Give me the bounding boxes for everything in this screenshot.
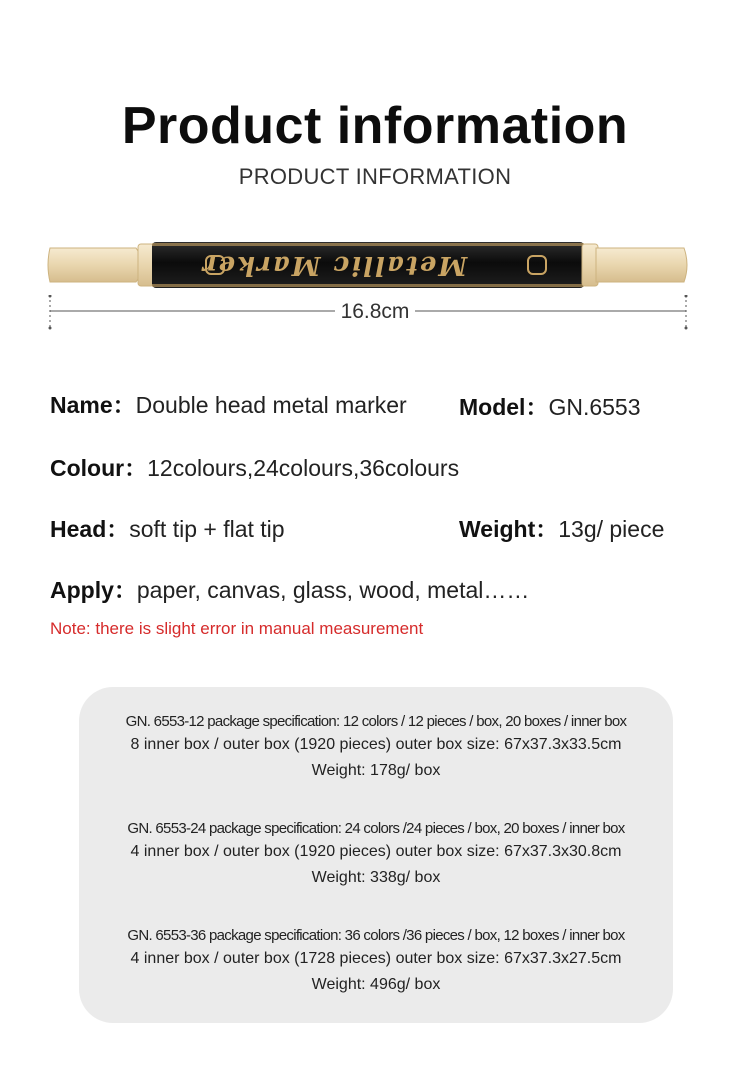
measurement-note: Note: there is slight error in manual measurement: [50, 619, 424, 638]
spec-key: Name：: [50, 392, 136, 418]
spec-apply: [50, 572, 529, 605]
spec-value: Double head metal marker: [135, 392, 407, 418]
package-spec-line: 8 inner box / outer box (1920 pieces) outer box size: 67x37.3x33.5cm: [130, 736, 622, 753]
package-spec-line: GN. 6553-12 package specification: 12 colors / 12 pieces / box, 20 boxes / inner box: [125, 713, 627, 730]
package-weight: Weight: 338g/ box: [311, 869, 441, 886]
spec-weight: [459, 511, 664, 544]
spec-key: Colour：: [50, 455, 148, 481]
spec-key: Apply：: [50, 577, 137, 603]
package-spec-panel: [79, 687, 673, 1023]
spec-name: [50, 387, 407, 420]
spec-value: 13g/ piece: [558, 516, 665, 542]
spec-model: [459, 389, 641, 422]
package-spec-36: [79, 925, 673, 997]
spec-value: soft tip + flat tip: [129, 516, 285, 542]
package-weight: Weight: 178g/ box: [311, 762, 441, 779]
package-spec-line: 4 inner box / outer box (1728 pieces) outer box size: 67x37.3x27.5cm: [130, 950, 622, 967]
spec-colour: [50, 450, 459, 483]
package-spec-12: [79, 711, 673, 783]
package-weight: Weight: 496g/ box: [311, 976, 441, 993]
barrel-lettering: Metallic Marker: [200, 250, 468, 280]
spec-value: paper, canvas, glass, wood, metal……: [136, 577, 530, 603]
spec-value: 12colours,24colours,36colours: [147, 455, 460, 481]
spec-key: Weight：: [459, 516, 559, 542]
length-label: 16.8cm: [335, 300, 416, 323]
page-subtitle: PRODUCT INFORMATION: [238, 164, 512, 189]
package-spec-line: GN. 6553-24 package specification: 24 colors /24 pieces / box, 20 boxes / inner box: [127, 820, 625, 837]
spec-key: Model：: [459, 394, 549, 420]
page-title: Product information: [121, 97, 629, 155]
package-spec-24: [79, 818, 673, 890]
package-spec-line: 4 inner box / outer box (1920 pieces) outer box size: 67x37.3x30.8cm: [130, 843, 622, 860]
spec-key: Head：: [50, 516, 130, 542]
spec-value: GN.6553: [548, 394, 641, 420]
package-spec-line: GN. 6553-36 package specification: 36 colors /36 pieces / box, 12 boxes / inner box: [127, 927, 625, 944]
spec-head: [50, 511, 285, 544]
